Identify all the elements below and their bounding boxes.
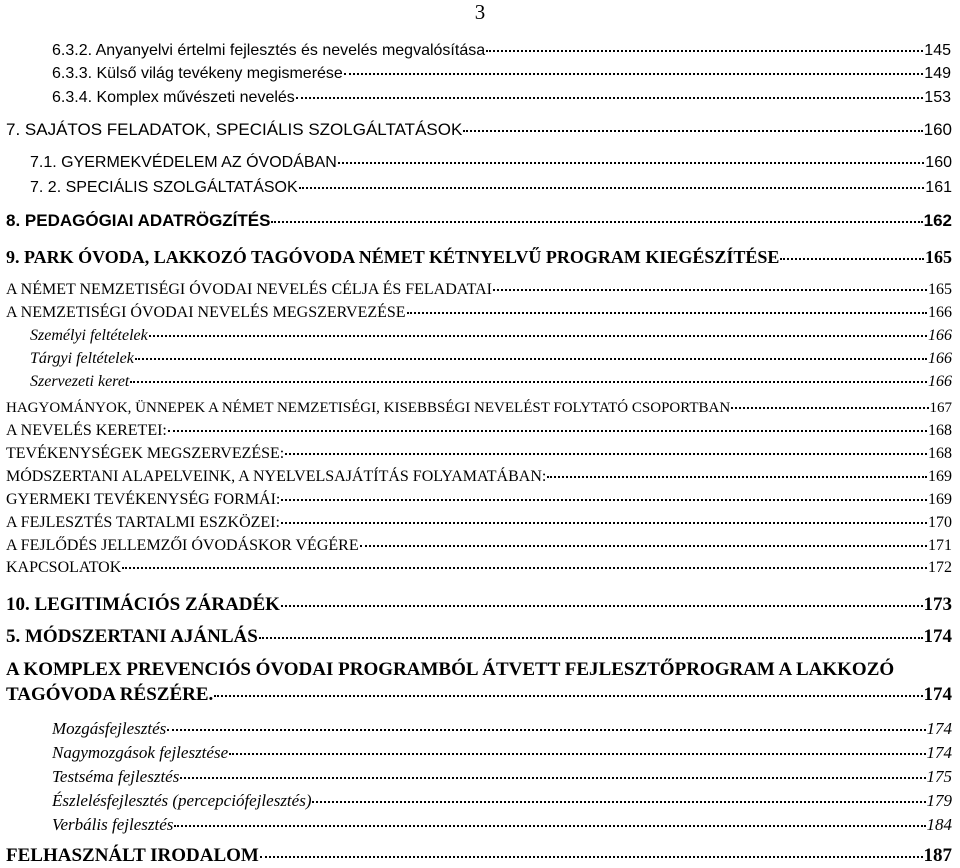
leader-dots xyxy=(229,753,925,755)
toc-entry-6-3-4[interactable] xyxy=(52,87,951,109)
toc-entry-label: 10. LEGITIMÁCIÓS ZÁRADÉK xyxy=(6,594,280,615)
toc-entry-page: 175 xyxy=(926,767,952,786)
toc-entry-page: 184 xyxy=(926,815,952,834)
toc-entry-5[interactable] xyxy=(6,624,952,649)
leader-dots xyxy=(271,221,922,223)
toc-entry-page: 153 xyxy=(924,89,951,106)
toc-entry-6-3-2[interactable] xyxy=(52,40,951,62)
toc-entry-label: Személyi feltételek xyxy=(30,327,148,344)
leader-dots xyxy=(780,258,924,260)
toc-entry-page: 166 xyxy=(928,327,952,344)
leader-dots xyxy=(338,162,925,164)
toc-entry-testsema[interactable] xyxy=(52,765,952,789)
toc-entry-10[interactable] xyxy=(6,592,952,617)
toc-entry-label: Szervezeti keret xyxy=(30,373,130,390)
toc-entry-label: HAGYOMÁNYOK, ÜNNEPEK A NÉMET NEMZETISÉGI, KISEBBSÉGI NEVELÉST FOLYTATÓ CSOPORTBAN xyxy=(6,400,731,416)
toc-entry-page: 169 xyxy=(928,491,952,508)
toc-entry-eszlelesfejlesztes[interactable] xyxy=(52,789,952,813)
toc-entry-page: 165 xyxy=(928,281,952,298)
toc-entry-gyermeki-tevekenyseg[interactable] xyxy=(6,489,952,511)
toc-entry-label: Verbális fejlesztés xyxy=(52,815,174,834)
toc-entry-page: 187 xyxy=(923,845,952,866)
leader-dots xyxy=(281,605,923,607)
toc-entry-label: 7. 2. SPECIÁLIS SZOLGÁLTATÁSOK xyxy=(30,179,298,196)
toc-entry-fejlesztes-tartalmi[interactable] xyxy=(6,512,952,534)
toc-entry-page: 166 xyxy=(928,350,952,367)
toc-entry-label: TAGÓVODA RÉSZÉRE. xyxy=(6,684,214,705)
leader-dots xyxy=(259,637,923,639)
toc-entry-page: 174 xyxy=(926,743,952,762)
toc-entry-page: 168 xyxy=(928,422,952,439)
leader-dots xyxy=(285,453,927,455)
toc-entry-7[interactable] xyxy=(6,119,952,141)
toc-entry-page: 174 xyxy=(923,626,952,647)
toc-entry-neveles-keretei[interactable] xyxy=(6,420,952,442)
toc-entry-label: Észlelésfejlesztés (percepciófejlesztés) xyxy=(52,791,312,810)
toc-entry-verbalis[interactable] xyxy=(52,813,952,837)
page-number: 3 xyxy=(474,0,486,24)
toc-entry-label: Tárgyi feltételek xyxy=(30,350,134,367)
leader-dots xyxy=(407,312,927,314)
leader-dots xyxy=(731,407,928,409)
leader-dots xyxy=(174,825,925,827)
toc-entry-mozgasfejlesztes[interactable] xyxy=(52,717,952,741)
leader-dots xyxy=(312,801,925,803)
toc-entry-modszertani-alapelveink[interactable] xyxy=(6,466,952,488)
toc-entry-page: 165 xyxy=(925,247,952,267)
toc-entry-page: 179 xyxy=(926,791,952,810)
leader-dots xyxy=(260,856,923,858)
toc-entry-label: TEVÉKENYSÉGEK MEGSZERVEZÉSE: xyxy=(6,445,285,462)
toc-entry-7-1[interactable] xyxy=(30,152,952,174)
toc-entry-label: 8. PEDAGÓGIAI ADATRÖGZÍTÉS xyxy=(6,211,271,230)
toc-entry-page: 174 xyxy=(923,684,952,705)
toc-entry-page: 173 xyxy=(923,594,952,615)
toc-entry-label: 6.3.4. Komplex művészeti nevelés xyxy=(52,89,295,106)
toc-entry-hagyomanyok[interactable] xyxy=(6,397,952,419)
toc-entry-page: 171 xyxy=(928,537,952,554)
leader-dots xyxy=(486,50,923,52)
toc-entry-label: 5. MÓDSZERTANI AJÁNLÁS xyxy=(6,626,258,647)
leader-dots xyxy=(463,130,922,132)
toc-entry-page: 167 xyxy=(929,400,952,416)
toc-entry-page: 160 xyxy=(925,154,952,171)
leader-dots xyxy=(135,358,927,360)
toc-entry-label: 7.1. GYERMEKVÉDELEM AZ ÓVODÁBAN xyxy=(30,154,337,171)
leader-dots xyxy=(493,289,927,291)
toc-entry-page: 145 xyxy=(924,42,951,59)
toc-entry-label: Testséma fejlesztés xyxy=(52,767,180,786)
toc-entry-label: Nagymozgások fejlesztése xyxy=(52,743,229,762)
toc-entry-szervezeti-keret[interactable] xyxy=(30,371,952,393)
leader-dots xyxy=(130,381,927,383)
toc-entry-label: A FEJLESZTÉS TARTALMI ESZKÖZEI: xyxy=(6,514,280,531)
toc-entry-tevekenysegek[interactable] xyxy=(6,443,952,465)
leader-dots xyxy=(299,187,925,189)
leader-dots xyxy=(547,476,927,478)
toc-entry-label: A NEVELÉS KERETEI: xyxy=(6,422,167,439)
leader-dots xyxy=(167,729,925,731)
leader-dots xyxy=(296,97,924,99)
toc-entry-page: 169 xyxy=(928,468,952,485)
toc-entry-label: GYERMEKI TEVÉKENYSÉG FORMÁI: xyxy=(6,491,281,508)
toc-entry-label: KAPCSOLATOK xyxy=(6,559,122,576)
toc-entry-label: FELHASZNÁLT IRODALOM xyxy=(6,845,259,866)
leader-dots xyxy=(149,335,927,337)
toc-entry-targyi-feltetelek[interactable] xyxy=(30,348,952,370)
toc-entry-nemet-nevelés-celja[interactable] xyxy=(6,279,952,301)
toc-entry-page: 166 xyxy=(928,373,952,390)
toc-entry-felhasznalt-irodalom[interactable] xyxy=(6,843,952,868)
toc-entry-kapcsolatok[interactable] xyxy=(6,557,952,579)
toc-entry-label: A FEJLŐDÉS JELLEMZŐI ÓVODÁSKOR VÉGÉRE xyxy=(6,537,359,554)
toc-entry-page: 161 xyxy=(925,179,952,196)
leader-dots xyxy=(281,522,927,524)
toc-entry-page: 168 xyxy=(928,445,952,462)
toc-entry-label: 6.3.2. Anyanyelvi értelmi fejlesztés és nevelés megvalósítása xyxy=(52,42,486,59)
toc-entry-page: 172 xyxy=(928,559,952,576)
toc-entry-8[interactable] xyxy=(6,209,952,233)
toc-entry-6-3-3[interactable] xyxy=(52,63,951,85)
leader-dots xyxy=(180,777,925,779)
toc-entry-label: 6.3.3. Külső világ tevékeny megismerése xyxy=(52,65,343,82)
toc-entry-label: A NÉMET NEMZETISÉGI ÓVODAI NEVELÉS CÉLJA ÉS FELADATAI xyxy=(6,281,492,298)
toc-entry-label: Mozgásfejlesztés xyxy=(52,719,167,738)
toc-entry-label: A NEMZETISÉGI ÓVODAI NEVELÉS MEGSZERVEZÉSE xyxy=(6,304,406,321)
toc-entry-label: 9. PARK ÓVODA, LAKKOZÓ TAGÓVODA NÉMET KÉTNYELVŰ PROGRAM KIEGÉSZÍTÉSE xyxy=(6,247,780,267)
leader-dots xyxy=(344,73,923,75)
toc-entry-label: MÓDSZERTANI ALAPELVEINK, A NYELVELSAJÁTÍTÁS FOLYAMATÁBAN: xyxy=(6,468,547,485)
toc-entry-nagymozgasok[interactable] xyxy=(52,741,952,765)
toc-entry-nevelés-megszervezese[interactable] xyxy=(6,302,952,324)
toc-entry-szemelyi-feltetelek[interactable] xyxy=(30,325,952,347)
toc-entry-komplex-line1[interactable]: A KOMPLEX PREVENCIÓS ÓVODAI PROGRAMBÓL ÁTVETT FEJLESZTŐPROGRAM A LAKKOZÓ xyxy=(6,659,895,680)
toc-entry-7-2[interactable] xyxy=(30,177,952,199)
leader-dots xyxy=(122,567,927,569)
toc-entry-page: 170 xyxy=(928,514,952,531)
toc-entry-9[interactable] xyxy=(6,245,952,269)
leader-dots xyxy=(168,430,927,432)
toc-entry-fejlodes-jellemzoi[interactable] xyxy=(6,535,952,557)
toc-entry-page: 160 xyxy=(923,120,952,139)
toc-entry-page: 149 xyxy=(924,65,951,82)
leader-dots xyxy=(214,695,922,697)
toc-entry-komplex[interactable] xyxy=(6,682,952,707)
toc-entry-page: 174 xyxy=(926,719,952,738)
toc-entry-label: 7. SAJÁTOS FELADATOK, SPECIÁLIS SZOLGÁLTATÁSOK xyxy=(6,120,463,139)
toc-entry-page: 162 xyxy=(923,211,952,230)
toc-entry-page: 166 xyxy=(928,304,952,321)
leader-dots xyxy=(281,499,927,501)
leader-dots xyxy=(360,545,927,547)
